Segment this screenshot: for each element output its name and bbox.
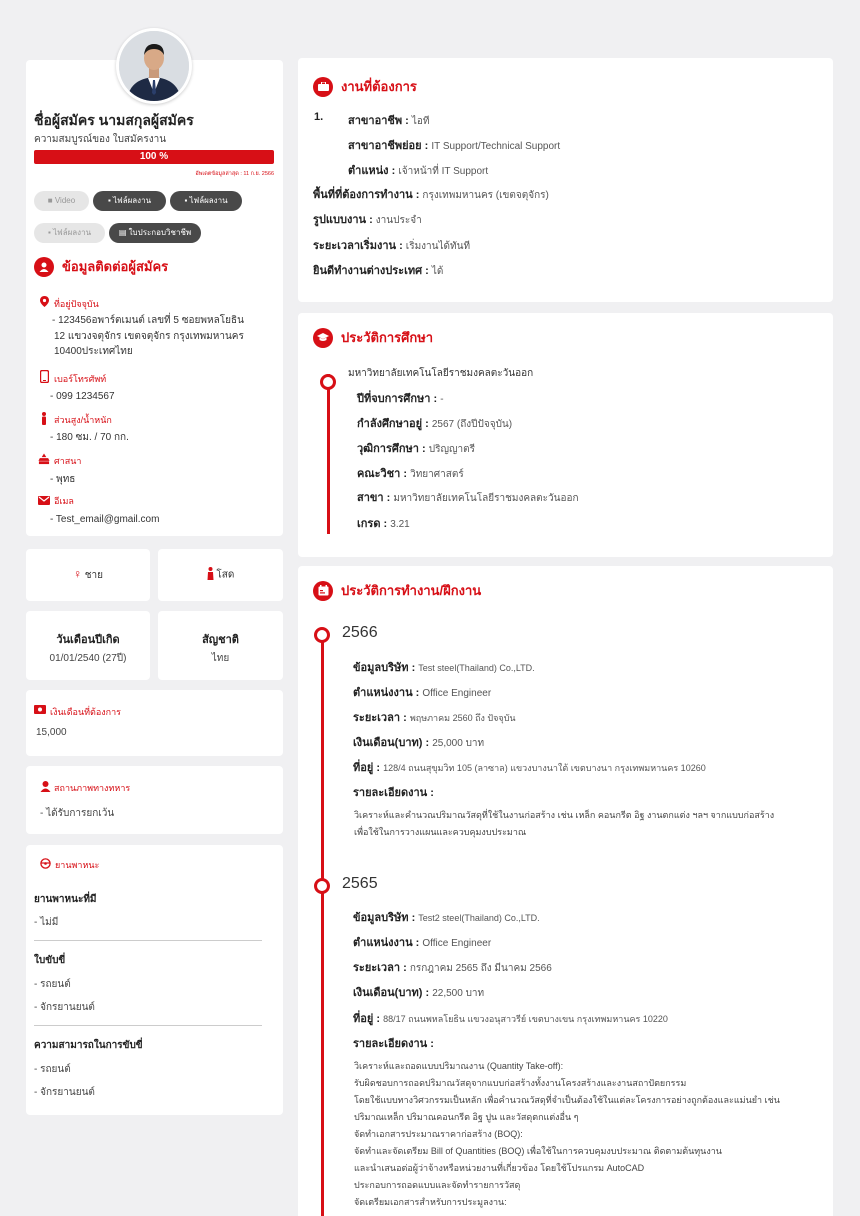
education-timeline-dot [320,374,336,390]
education-school: มหาวิทยาลัยเทคโนโลยีราชมงคลตะวันออก [348,368,534,379]
email-label: อีเมล [54,496,74,506]
vehicle-label: ยานพาหนะ [55,860,100,870]
gender-value: ชาย [84,570,104,581]
military-card [26,766,283,834]
license-button[interactable]: ▤ ใบประกอบวิชาชีพ [109,223,201,243]
work-entry-2-detail-line-1: วิเคราะห์และถอดแบบปริมาณงาน (Quantity Take-off): [354,1061,564,1071]
work-entry-2-detail-line-3: โดยใช้แบบทางวิศวกรรมเป็นหลัก เพื่อคำนวณวัสดุที่จำเป็นต้องใช้ในแต่ละโครงการอย่างถูกต้องและแม่นยำ เช่น [354,1095,780,1105]
work-entry-2-detail-line-4: ปริมาณเหล็ก ปริมาณคอนกรีต อิฐ ปูน และวัสดุตกแต่งอื่น ๆ [354,1112,579,1122]
military-value: - ได้รับการยกเว้น [40,808,115,819]
last-updated: อัพเดตข้อมูลล่าสุด : 11 ก.ย. 2566 [195,171,274,177]
license-item-motorcycle: - จักรยานยนต์ [34,1002,95,1013]
video-button[interactable]: ■ Video [34,191,89,211]
work-entry-1-year: 2566 [342,624,378,641]
portfolio-button-1[interactable]: ▪ ไฟล์ผลงาน [93,191,166,211]
email-value[interactable]: - Test_email@gmail.com [50,514,160,525]
desired-job-title: งานที่ต้องการ [313,76,417,97]
work-entry-1-period: ระยะเวลา : พฤษภาคม 2560 ถึง ปัจจุบัน [353,712,516,724]
work-entry-2-company: ข้อมูลบริษัท : Test2 steel(Thailand) Co.,LTD. [353,912,540,924]
contact-section-title: ข้อมูลติดต่อผู้สมัคร [34,256,168,277]
address-line-2: 12 แขวงจตุจักร เขตจตุจักร กรุงเทพมหานคร [54,331,244,342]
marital-value: โสด [216,569,235,581]
work-entry-2-detail-line-6: จัดทำและจัดเตรียม Bill of Quantities (BOQ) เพื่อใช้ในการควบคุมงบประมาณ ติดตามต้นทุนงาน [354,1146,722,1156]
work-history-icon [313,581,333,601]
work-entry-2-dot [314,878,330,894]
education-gpa: เกรด : 3.21 [357,518,410,530]
work-entry-2-period: ระยะเวลา : กรกฎาคม 2565 ถึง มีนาคม 2566 [353,962,552,974]
work-entry-2-detail-label: รายละเอียดงาน : [353,1038,434,1050]
work-entry-1-position: ตำแหน่งงาน : Office Engineer [353,687,492,699]
marital-card [158,549,283,601]
completeness-label: ความสมบูรณ์ของ ใบสมัครงาน [34,134,167,145]
vehicle-owned-title: ยานพาหนะที่มี [34,894,97,905]
portfolio-button-3[interactable]: ▪ ไฟล์ผลงาน [34,223,105,243]
steering-wheel-icon [40,858,51,872]
driving-ability-title: ความสามารถในการขับขี่ [34,1040,143,1051]
license-icon: ▤ [118,228,129,237]
work-entry-1-detail-line-1: วิเคราะห์และคำนวณปริมาณวัสดุที่ใช้ในงานก่อสร้าง เช่น เหล็ก คอนกรีต อิฐ งานตกแต่ง ฯลฯ จากแบบก่อสร้าง [354,810,775,820]
avatar [116,28,192,104]
gender-card [26,549,150,601]
birthdate-value: 01/01/2540 (27ปี) [49,653,127,664]
work-entry-2-detail-line-9: จัดเตรียมเอกสารสำหรับการประมูลงาน: [354,1197,507,1207]
height-weight-label: ส่วนสูง/น้ำหนัก [54,415,112,425]
email-icon [38,494,50,506]
education-studying: กำลังศึกษาอยู่ : 2567 (ถึงปีปัจจุบัน) [357,418,513,430]
ability-item-motorcycle: - จักรยานยนต์ [34,1087,95,1098]
vehicle-divider-2 [34,1025,262,1026]
salary-label: เงินเดือนที่ต้องการ [50,707,122,717]
license-item-car: - รถยนต์ [34,979,71,990]
education-degree: วุฒิการศึกษา : ปริญญาตรี [357,443,475,455]
address-label: ที่อยู่ปัจจุบัน [54,299,99,309]
work-timeline-line [321,635,324,1216]
user-icon [34,257,54,277]
vehicle-owned-value: - ไม่มี [34,917,59,928]
vehicle-divider-1 [34,940,262,941]
briefcase-icon [313,77,333,97]
religion-value: - พุทธ [50,474,76,485]
completeness-progress [34,150,274,164]
birthdate-card [26,611,150,680]
education-title: ประวัติการศึกษา [313,327,433,348]
ability-item-car: - รถยนต์ [34,1064,71,1075]
work-entry-1-address: ที่อยู่ : 128/4 ถนนสุขุมวิท 105 (ลาซาล) แขวงบางนาใต้ เขตบางนา กรุงเทพมหานคร 10260 [353,762,706,774]
work-entry-2-year: 2565 [342,875,378,892]
male-icon: ♀ [72,567,82,581]
nationality-label: สัญชาติ [202,634,239,646]
portfolio-button-2[interactable]: ▪ ไฟล์ผลงาน [170,191,242,211]
job-area: พื้นที่ที่ต้องการทำงาน : กรุงเทพมหานคร (เขตจตุจักร) [313,189,549,201]
nationality-card [158,611,283,680]
location-pin-icon [38,296,50,308]
military-label: สถานภาพทางทหาร [54,783,131,793]
person-icon [38,412,50,424]
phone-icon [38,370,50,382]
salary-card [26,690,283,756]
address-line-1: - 123456อพาร์ตเมนต์ เลขที่ 5 ซอยพหลโยธิน [52,315,244,326]
work-entry-2-salary: เงินเดือน(บาท) : 22,500 บาท [353,987,485,999]
work-entry-2-detail-line-2: รับผิดชอบการถอดปริมาณวัสดุจากแบบก่อสร้างทั้งงานโครงสร้างและงานสถาปัตยกรรม [354,1078,687,1088]
graduation-cap-icon [313,328,333,348]
temple-icon [38,453,50,465]
education-timeline-line [327,374,330,534]
job-position: ตำแหน่ง : เจ้าหน้าที่ IT Support [348,165,489,177]
file-icon: ▪ [184,196,190,205]
job-start: ระยะเวลาเริ่มงาน : เริ่มงานได้ทันที [313,240,471,252]
education-major: สาขา : มหาวิทยาลัยเทคโนโลยีราชมงคลตะวันออก [357,492,579,504]
work-entry-2-detail-line-5: จัดทำเอกสารประมาณราคาก่อสร้าง (BOQ): [354,1129,523,1139]
work-entry-2-detail-line-7: และนำเสนอต่อผู้ว่าจ้างหรือหน่วยงานที่เกี่ยวข้อง โดยใช้โปรแกรม AutoCAD [354,1163,645,1173]
salary-value: 15,000 [36,727,67,738]
education-faculty: คณะวิชา : วิทยาศาสตร์ [357,468,464,480]
job-abroad: ยินดีทำงานต่างประเทศ : ได้ [313,265,444,277]
birthdate-label: วันเดือนปีเกิด [56,634,120,646]
work-entry-1-salary: เงินเดือน(บาท) : 25,000 บาท [353,737,485,749]
file-icon: ▪ [47,228,53,237]
education-grad-year: ปีที่จบการศึกษา : - [357,393,444,405]
work-history-title: ประวัติการทำงาน/ฝึกงาน [313,580,481,601]
work-entry-2-position: ตำแหน่งงาน : Office Engineer [353,937,492,949]
file-icon: ▪ [107,196,113,205]
work-entry-1-dot [314,627,330,643]
video-icon: ■ [47,196,55,205]
job-type: รูปแบบงาน : งานประจำ [313,214,422,226]
job-sub-career: สาขาอาชีพย่อย : IT Support/Technical Support [348,140,561,152]
job-index: 1. [314,111,324,123]
religion-label: ศาสนา [54,456,82,466]
height-weight-value: - 180 ซม. / 70 กก. [50,432,129,443]
address-line-3: 10400ประเทศไทย [54,346,133,357]
phone-value: - 099 1234567 [50,391,115,402]
work-entry-1-detail-label: รายละเอียดงาน : [353,787,434,799]
license-title: ใบขับขี่ [34,955,66,966]
work-entry-1-company: ข้อมูลบริษัท : Test steel(Thailand) Co.,LTD. [353,662,535,674]
job-career: สาขาอาชีพ : ไอที [348,115,430,127]
nationality-value: ไทย [211,653,230,664]
single-person-icon [207,567,214,583]
work-entry-1-detail-line-2: เพื่อใช้ในการวางแผนและควบคุมงบประมาณ [354,827,527,837]
work-entry-2-address: ที่อยู่ : 88/17 ถนนพหลโยธิน แขวงอนุสาวรีย์ เขตบางเขน กรุงเทพมหานคร 10220 [353,1013,668,1025]
progress-fill: 100 % [34,150,274,164]
applicant-name: ชื่อผู้สมัคร นามสกุลผู้สมัคร [34,112,194,128]
soldier-icon [40,780,51,795]
money-icon [34,705,46,717]
phone-label: เบอร์โทรศัพท์ [54,374,107,384]
work-entry-2-detail-line-8: ประกอบการถอดแบบและจัดทำรายการวัสดุ [354,1180,521,1190]
